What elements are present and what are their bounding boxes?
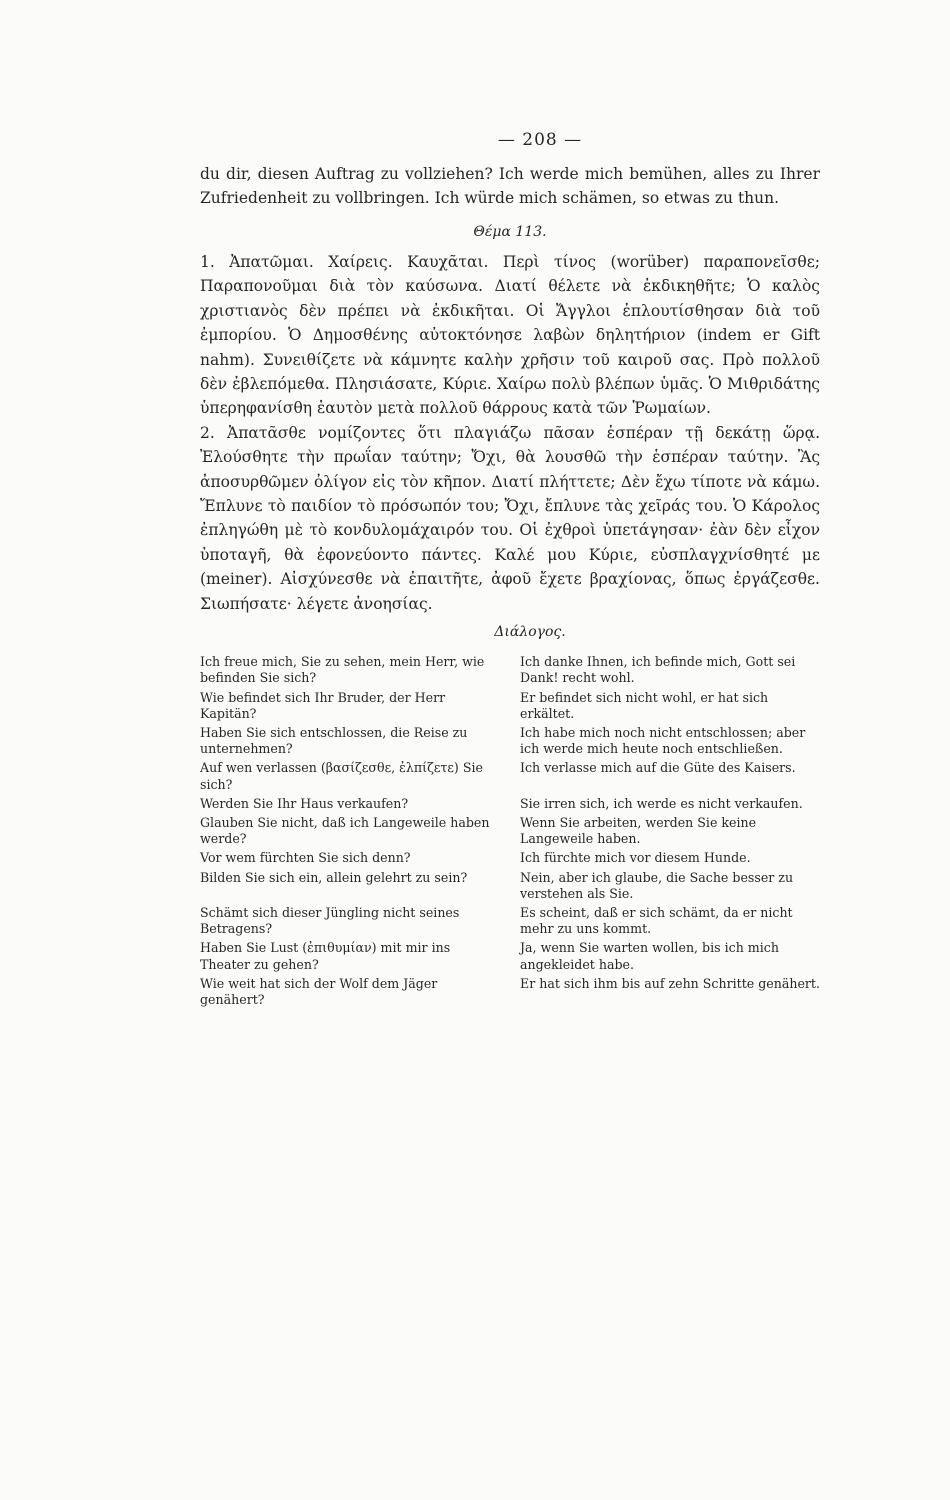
dialogue-question: Werden Sie Ihr Haus verkaufen? (200, 795, 409, 811)
dialogue-question: Auf wen verlassen (βασίζεσθε, ἐλπίζετε) Sie sich? (200, 760, 483, 792)
dialogue-answer: Ich danke Ihnen, ich befinde mich, Gott sei Dank! recht wohl. (520, 654, 796, 686)
dialogue-table (200, 654, 820, 1011)
dialogue-answer: Er hat sich ihm bis auf zehn Schritte genähert. (520, 975, 820, 991)
dialogue-answer: Es scheint, daß er sich schämt, da er nicht mehr zu uns kommt. (520, 904, 793, 937)
dialogue-question: Wie befindet sich Ihr Bruder, der Herr Kapitän? (200, 689, 446, 721)
dialogue-question: Haben Sie sich entschlossen, die Reise zu unternehmen? (200, 724, 468, 757)
dialogue-answer: Ich habe mich noch nicht entschlossen; aber ich werde mich heute noch entschließen. (520, 724, 806, 757)
dialogue-answer: Ich fürchte mich vor diesem Hunde. (520, 850, 751, 866)
dialogue-answer: Wenn Sie arbeiten, werden Sie keine Langeweile haben. (520, 814, 757, 847)
intro-text: du dir, diesen Auftrag zu vollziehen? Ich werde mich bemühen, alles zu Ihrer Zufriedenheit zu vollbringen. Ich würde mich schämen, so etwas zu thun. (200, 165, 820, 207)
page-number: — 208 — (497, 130, 583, 150)
dialogue-question: Vor wem fürchten Sie sich denn? (200, 850, 411, 866)
dialogue-answer: Ich verlasse mich auf die Güte des Kaisers. (520, 760, 796, 776)
dialogue-heading: Διάλογος. (494, 624, 566, 641)
dialogue-answer: Sie irren sich, ich werde es nicht verkaufen. (520, 795, 803, 811)
dialogue-answer: Er befindet sich nicht wohl, er hat sich erkältet. (520, 689, 769, 721)
greek-exercise (200, 250, 820, 616)
dialogue-question: Wie weit hat sich der Wolf dem Jäger genähert? (200, 975, 438, 1007)
dialogue-question: Bilden Sie sich ein, allein gelehrt zu sein? (200, 869, 468, 885)
dialogue-question: Schämt sich dieser Jüngling nicht seines Betragens? (200, 904, 460, 937)
dialogue-answer: Ja, wenn Sie warten wollen, bis ich mich angekleidet habe. (520, 940, 779, 972)
exercise-paragraph-2: 2. Ἀπατᾶσθε νομίζοντες ὅτι πλαγιάζω πᾶσαν ἑσπέραν τῇ δεκάτῃ ὥρᾳ. Ἐλούσθητε τὴν πρωΐαν ταύτην; Ὄχι, θὰ λουσθῶ τὴν ἑσπέραν ταύτην. Ἂς ἀποσυρθῶμεν ὀλίγον εἰς τὸν κῆπον. Διατί πλήττετε; Δὲν ἔχω τίποτε νὰ κάμω. Ἔπλυνε τὸ παιδίον τὸ πρόσωπόν του; Ὄχι, ἔπλυνε τὰς χεῖράς του. Ὁ Κάρολος ἐπληγώθη μὲ τὸ κονδυλομάχαιρόν του. Οἱ ἐχθροὶ ὑπετάγησαν· ἐὰν δὲν εἶχον ὑποταγῆ, θὰ ἐφονεύοντο πάντες. Καλέ μου Κύριε, εὐσπλαγχνίσθητέ με (meiner). Αἰσχύνεσθε νὰ ἐπαιτῆτε, ἀφοῦ ἔχετε βραχίονας, ὅπως ἐργάζεσθε. Σιωπήσατε· λέγετε ἀνοησίας. (200, 423, 820, 613)
dialogue-question: Glauben Sie nicht, daß ich Langeweile haben werde? (200, 814, 490, 847)
book-page (200, 130, 820, 1011)
dialogue-question: Haben Sie Lust (ἐπιθυμίαν) mit mir ins Theater zu gehen? (200, 940, 451, 972)
exercise-paragraph-1: 1. Ἀπατῶμαι. Χαίρεις. Καυχᾶται. Περὶ τίνος (worüber) παραπονεῖσθε; Παραπονοῦμαι διὰ τὸν καύσωνα. Διατί θέλετε νὰ ἐκδικηθῆτε; Ὁ καλὸς χριστιανὸς δὲν πρέπει νὰ ἐκδικῆται. Οἱ Ἄγγλοι ἐπλουτίσθησαν διὰ τοῦ ἐμπορίου. Ὁ Δημοσθένης αὐτοκτόνησε λαβὼν δηλητήριον (indem er Gift nahm). Συνειθίζετε νὰ κάμνητε καλὴν χρῆσιν τοῦ καιροῦ σας. Πρὸ πολλοῦ δὲν ἐβλεπόμεθα. Πλησιάσατε, Κύριε. Χαίρω πολὺ βλέπων ὑμᾶς. Ὁ Μιθριδάτης ὑπερηφανίσθη ἑαυτὸν μετὰ πολλοῦ θάρρους κατὰ τῶν Ῥωμαίων. (200, 253, 820, 418)
theme-heading: Θέμα 113. (473, 224, 547, 240)
dialogue-answer: Nein, aber ich glaube, die Sache besser zu verstehen als Sie. (520, 869, 794, 901)
dialogue-question: Ich freue mich, Sie zu sehen, mein Herr, wie befinden Sie sich? (200, 654, 485, 686)
